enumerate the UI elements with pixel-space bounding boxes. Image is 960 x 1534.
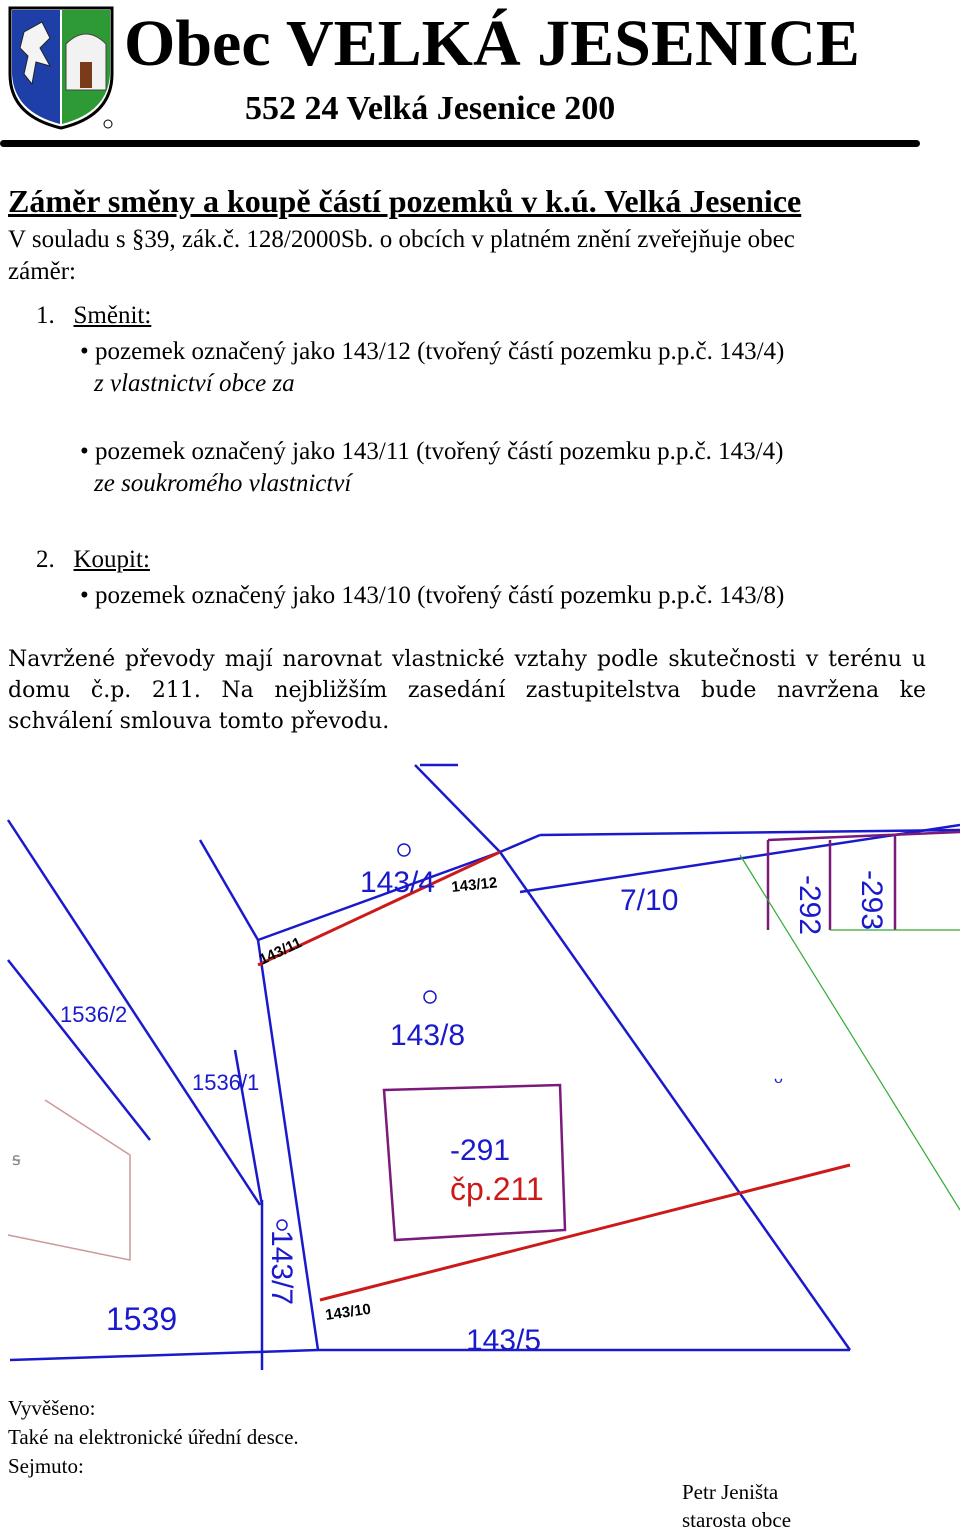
parcel-label-1536-1: 1536/1 (192, 1070, 260, 1095)
parcel-label-143-10: 143/10 (324, 1300, 373, 1324)
bullet-icon: • (80, 582, 89, 609)
electronic-board-note: Také na elektronické úřední desce. (8, 1425, 299, 1449)
section-1-heading (36, 300, 151, 332)
parcel-label-143-7: 143/7 (265, 1230, 298, 1306)
section-1-item-1-text: pozemek označený jako 143/12 (tvořený částí pozemku p.p.č. 143/4) (95, 338, 785, 365)
parcel-label-143-5: 143/5 (466, 1324, 542, 1357)
section-1-item-1 (80, 336, 784, 368)
parcel-label-143-12: 143/12 (450, 874, 499, 896)
parcel-label-143-8: 143/8 (390, 1019, 466, 1052)
signer-title: starosta obce (682, 1508, 792, 1532)
municipality-address: 552 24 Velká Jesenice 200 (245, 90, 616, 127)
parcel-label-291: -291 (450, 1134, 511, 1167)
municipality-title: Obec VELKÁ JESENICE (124, 7, 860, 80)
bullet-icon: • (80, 438, 89, 465)
garden-symbol-icon (398, 844, 410, 856)
explanation-paragraph (8, 644, 926, 737)
section-1-item-2-note: ze soukromého vlastnictví (94, 470, 352, 497)
notice-heading: Záměr směny a koupě částí pozemků v k.ú. Velká Jesenice (8, 183, 802, 219)
parcel-label-1536-2: 1536/2 (60, 1002, 128, 1027)
boundary-line (8, 960, 150, 1140)
signer-name: Petr Jeništa (682, 1480, 779, 1504)
section-2-heading (36, 544, 150, 576)
removed-label: Sejmuto: (8, 1454, 84, 1478)
section-2-item-1-text: pozemek označený jako 143/10 (tvořený částí pozemku p.p.č. 143/8) (95, 582, 785, 609)
municipal-coat-of-arms-icon (6, 4, 116, 132)
bullet-icon: • (80, 338, 89, 365)
parcel-label-143-4: 143/4 (360, 866, 436, 899)
proposed-line-143-10 (320, 1165, 850, 1300)
parcel-label-293: -293 (855, 870, 888, 931)
section-1-item-2 (80, 436, 783, 468)
paragraph-line-3: schválení smlouva tomto převodu. (8, 709, 390, 734)
cadastral-map (0, 760, 960, 1380)
meadow-symbol-icon: ᴗ (774, 1070, 783, 1087)
boundary-line (200, 840, 258, 940)
parcel-label-143-11: 143/11 (256, 934, 305, 969)
section-1-item-2-text: pozemek označený jako 143/11 (tvořený částí pozemku p.p.č. 143/4) (95, 438, 784, 465)
garden-symbol-icon (277, 1220, 287, 1230)
boundary-line (500, 835, 540, 852)
posted-label: Vyvěšeno: (8, 1396, 96, 1420)
garden-symbol-icon (424, 991, 436, 1003)
parcel-label-1539: 1539 (106, 1301, 178, 1337)
section-1-number: 1. (36, 302, 55, 329)
header-divider (0, 140, 920, 147)
boundary-line (415, 765, 500, 852)
parcel-label-7-10: 7/10 (620, 884, 679, 917)
section-2-label: Koupit: (73, 546, 150, 573)
paragraph-line-2: domu č.p. 211. Na nejbližším zasedání zastupitelstva bude navržena ke (8, 678, 926, 703)
house-number-label: čp.211 (450, 1171, 544, 1207)
intro-line-2: záměr: (8, 258, 77, 285)
intro-line-1: V souladu s §39, zák.č. 128/2000Sb. o obcích v platném znění zveřejňuje obec (8, 226, 795, 253)
section-2-number: 2. (36, 546, 55, 573)
path-symbol-icon: ꟊ (12, 1149, 21, 1169)
neighbor-line (8, 1100, 130, 1260)
paragraph-line-1: Navržené převody mají narovnat vlastnické vztahy podle skutečnosti v terénu u (8, 647, 926, 672)
green-line (740, 855, 960, 1210)
section-2-item-1 (80, 580, 784, 612)
section-1-label: Směnit: (73, 302, 152, 329)
boundary-line (10, 1350, 318, 1360)
section-1-item-1-note: z vlastnictví obce za (94, 370, 295, 397)
parcel-label-292: -292 (793, 875, 826, 936)
